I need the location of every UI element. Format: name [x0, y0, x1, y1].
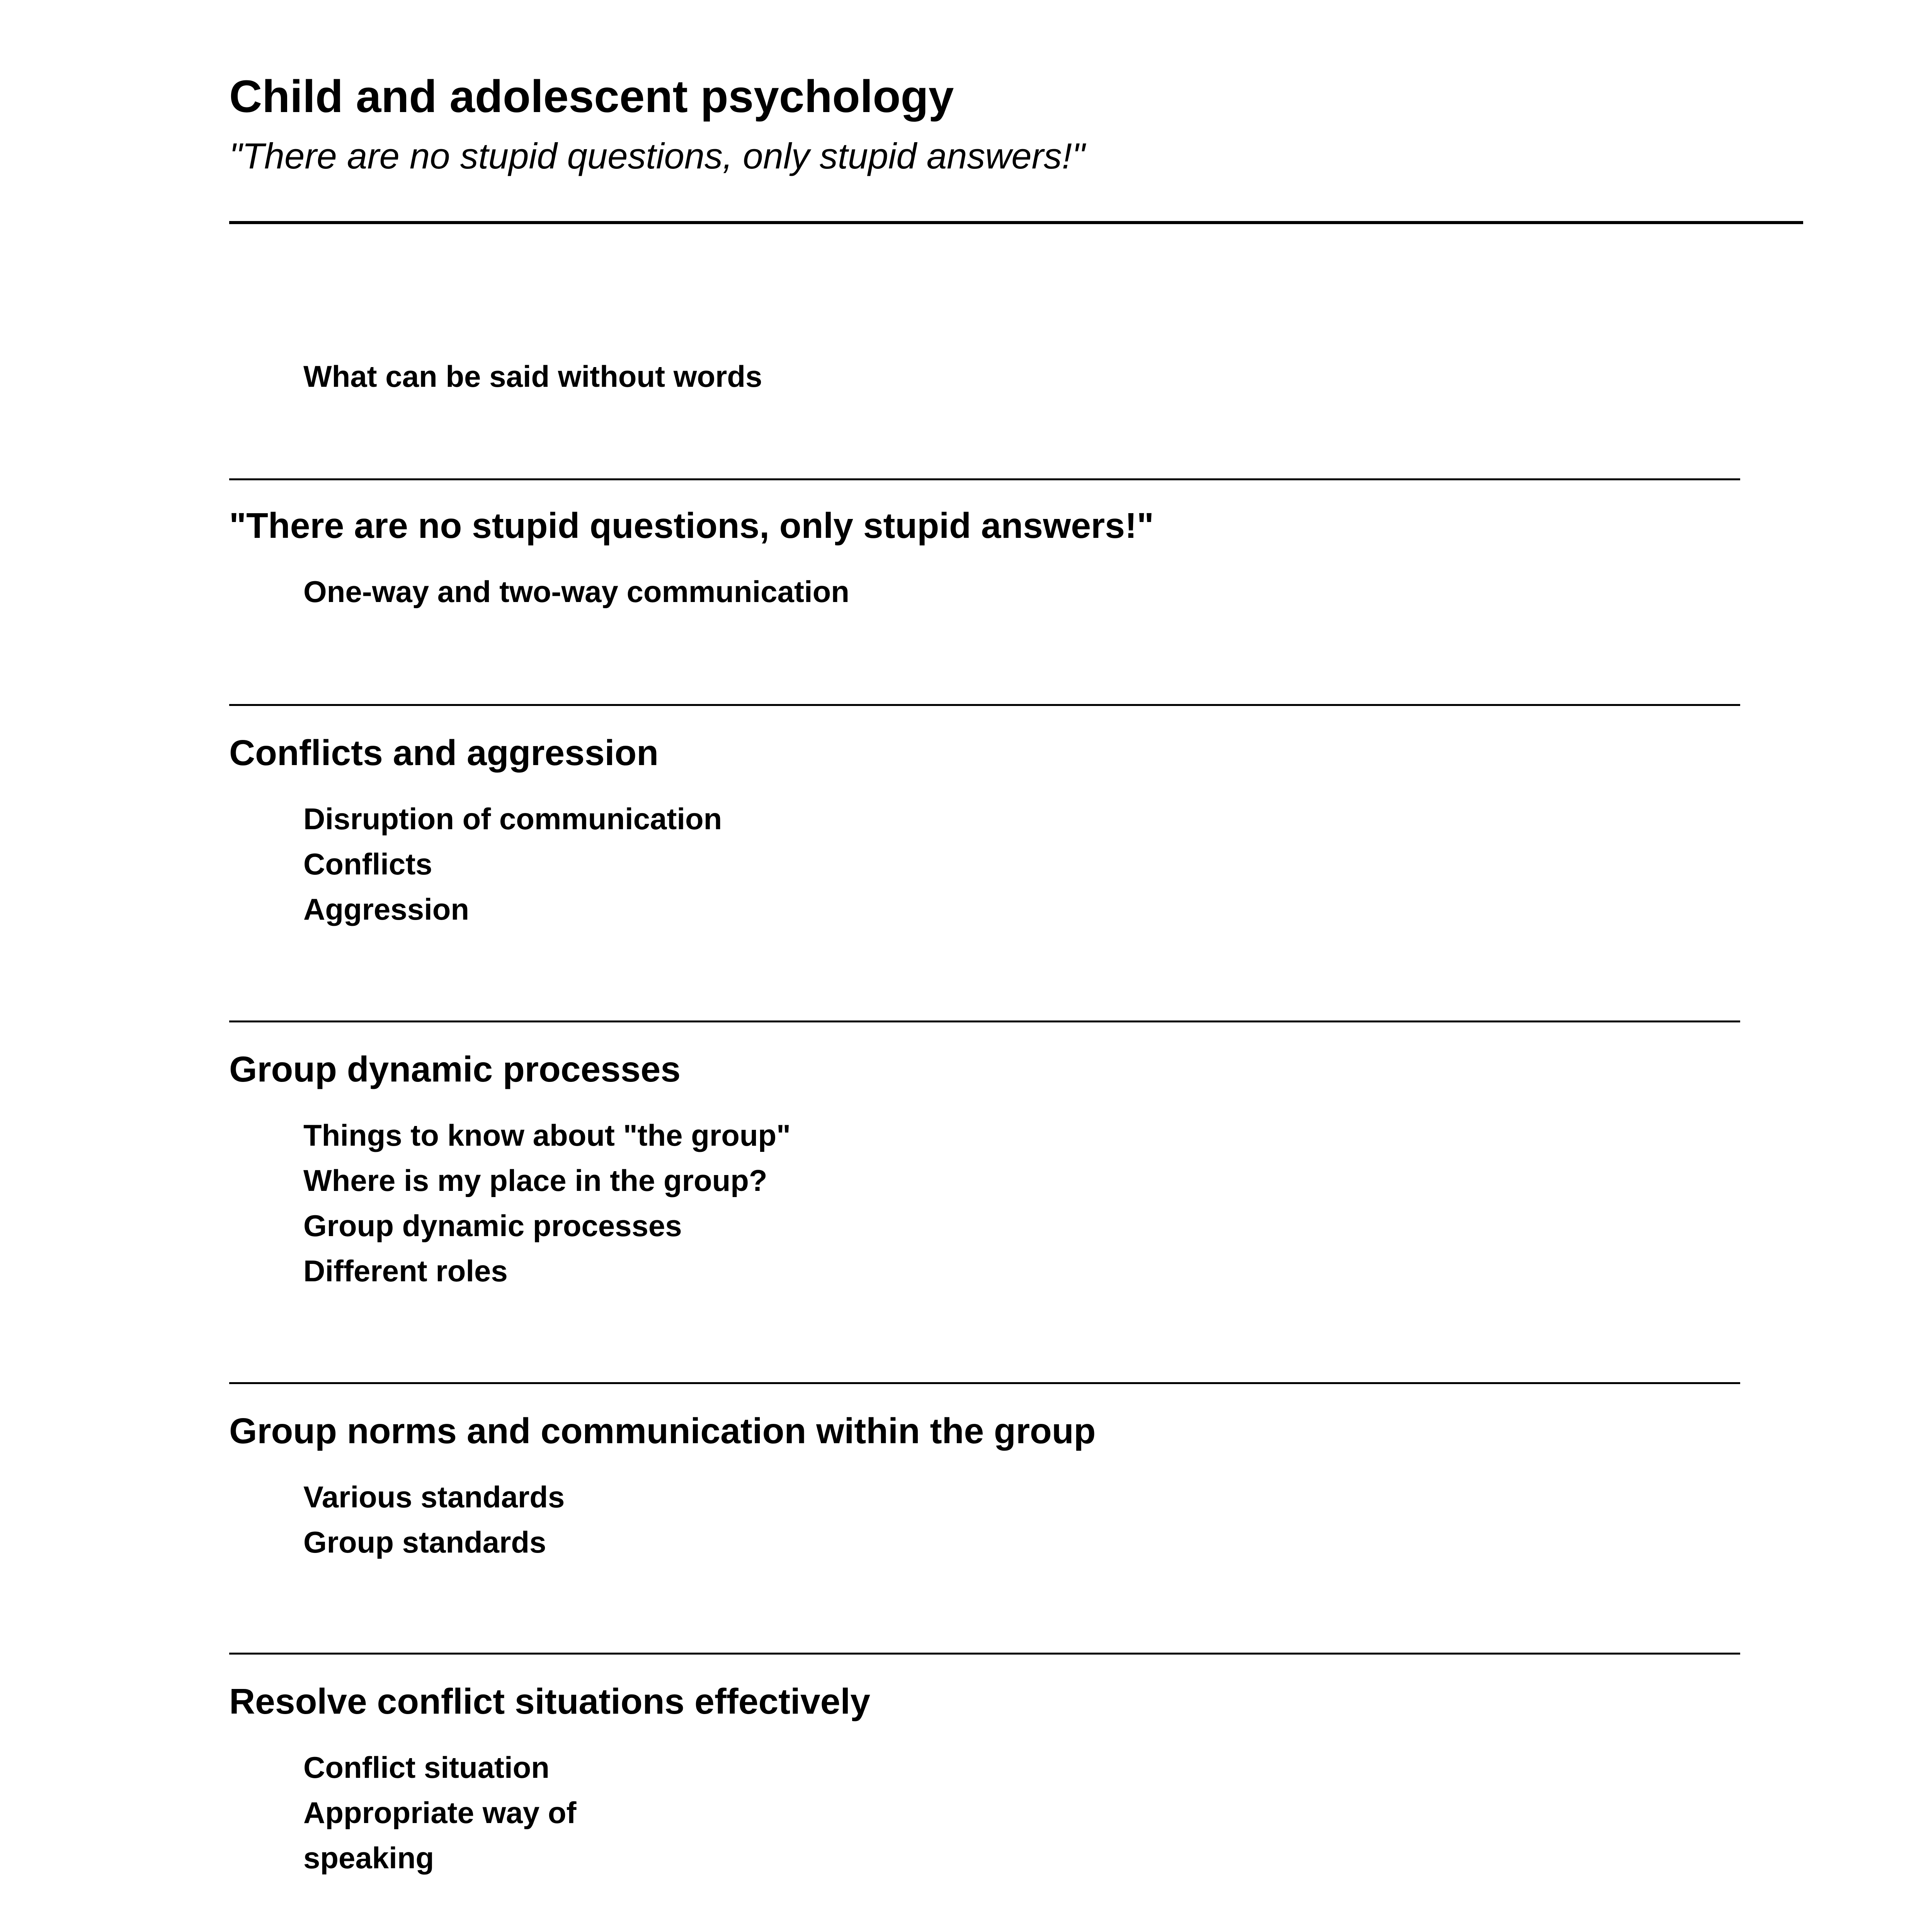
section-item: Appropriate way of	[303, 1795, 577, 1830]
section-item-list	[303, 1745, 1740, 1881]
section-divider	[229, 478, 1740, 480]
section-item-list	[303, 1475, 1740, 1565]
section-communication	[229, 504, 1740, 621]
section-divider	[229, 1653, 1740, 1655]
section-divider	[229, 1382, 1740, 1384]
section-item-list	[303, 354, 1740, 399]
section-item: Group dynamic processes	[303, 1208, 682, 1243]
section-item: Conflict situation	[303, 1750, 550, 1784]
section-item: One-way and two-way communication	[303, 574, 849, 609]
page-subtitle: "There are no stupid questions, only stupid answers!"	[229, 135, 1085, 176]
section-item: Various standards	[303, 1480, 565, 1514]
section-divider	[229, 1020, 1740, 1022]
section-group-norms	[229, 1410, 1740, 1571]
section-heading: Group dynamic processes	[229, 1049, 681, 1089]
page-header	[229, 70, 1803, 178]
section-group-dynamics	[229, 1048, 1740, 1300]
section-resolve-conflict	[229, 1680, 1740, 1887]
section-item: Different roles	[303, 1253, 508, 1288]
section-heading: Resolve conflict situations effectively	[229, 1681, 871, 1721]
section-item: Conflicts	[303, 847, 432, 881]
page-title: Child and adolescent psychology	[229, 71, 954, 122]
section-divider	[229, 704, 1740, 706]
section-item-list	[303, 569, 1740, 614]
section-heading: Group norms and communication within the group	[229, 1411, 1096, 1451]
section-item-list	[303, 796, 1740, 932]
section-conflicts-aggression	[229, 731, 1740, 938]
section-item: Where is my place in the group?	[303, 1163, 767, 1197]
section-item: Things to know about "the group"	[303, 1118, 791, 1152]
section-nonverbal	[229, 348, 1740, 405]
section-heading: "There are no stupid questions, only stupid answers!"	[229, 505, 1154, 546]
section-item: What can be said without words	[303, 359, 762, 393]
header-divider	[229, 221, 1803, 224]
section-item: Aggression	[303, 892, 470, 926]
section-item: Group standards	[303, 1525, 546, 1559]
section-item: speaking	[303, 1840, 434, 1875]
section-item: Disruption of communication	[303, 801, 722, 836]
section-heading: Conflicts and aggression	[229, 733, 659, 773]
section-item-list	[303, 1113, 1740, 1294]
